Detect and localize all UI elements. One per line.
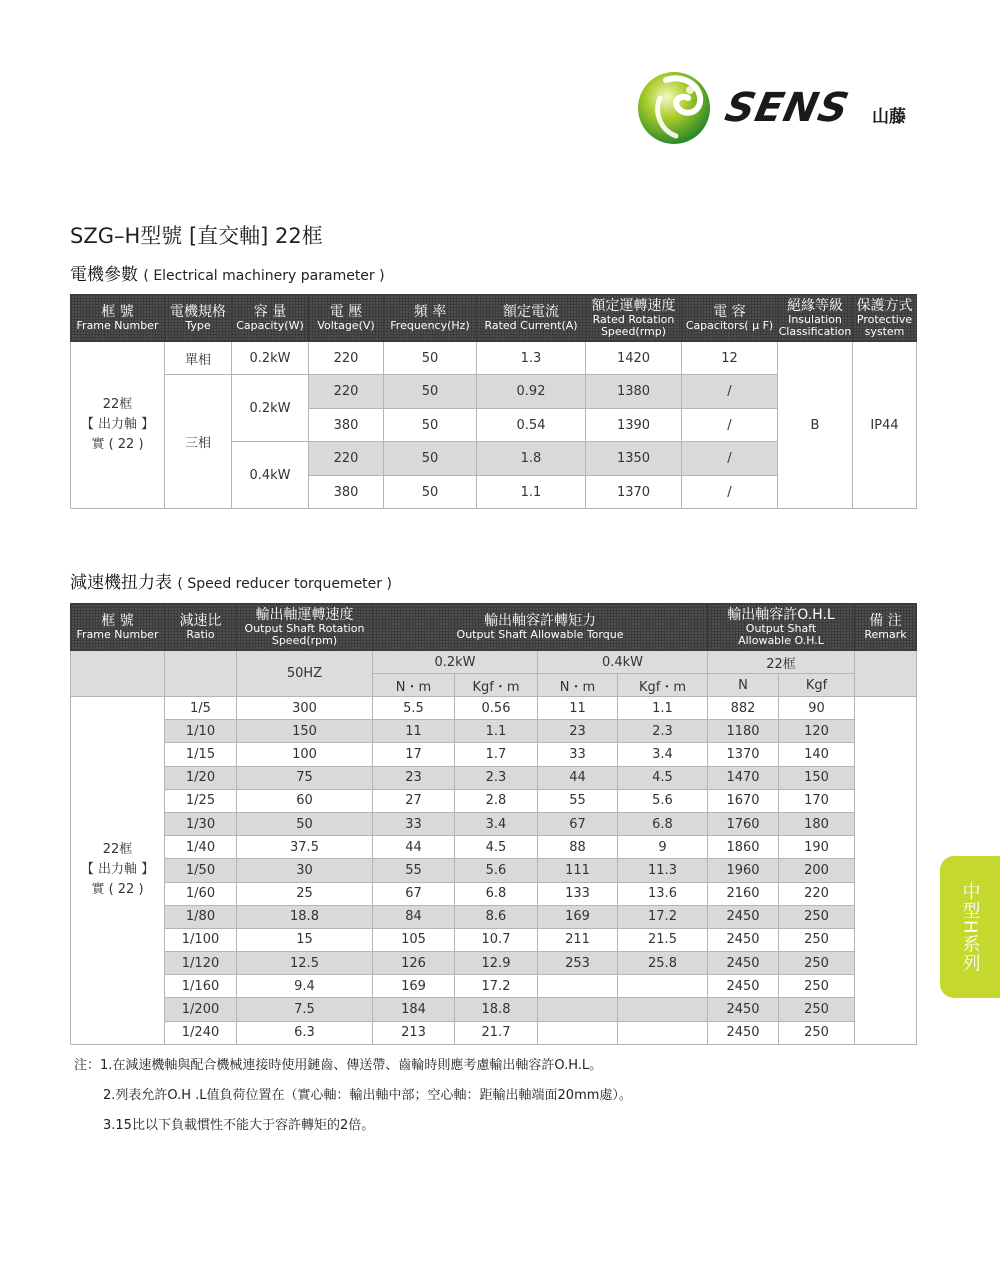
header-insulation: 絕緣等級 Insulation Classification <box>778 295 853 342</box>
table-row <box>71 766 917 789</box>
logo-globe-icon <box>636 68 716 148</box>
ohl-kgf-cell: 190 <box>779 836 855 859</box>
subheader-group-02kw: 0.2kW <box>373 651 538 674</box>
torque-04kw-kgfm: 2.3 <box>618 720 708 743</box>
current-cell: 0.92 <box>477 375 586 409</box>
ohl-kgf-cell: 140 <box>779 743 855 766</box>
torque-04kw-nm: 88 <box>538 836 618 859</box>
ohl-n-cell: 1370 <box>708 743 779 766</box>
header-voltage: 電 壓 Voltage(V) <box>309 295 384 342</box>
ohl-kgf-cell: 250 <box>779 998 855 1021</box>
note-1: 注：1.在減速機軸與配合機械連接時使用鏈齒、傳送帶、齒輪時則應考慮輸出軸容許O.H.L。 <box>74 1058 603 1073</box>
ohl-kgf-cell: 170 <box>779 789 855 812</box>
table-row <box>71 836 917 859</box>
torque-title-cn: 減速機扭力表 <box>70 573 172 593</box>
frequency-cell: 50 <box>384 476 477 509</box>
header-frame-number: 框 號 Frame Number <box>71 604 165 651</box>
ohl-n-cell: 1180 <box>708 720 779 743</box>
ratio-cell: 1/40 <box>165 836 237 859</box>
torque-04kw-nm: 44 <box>538 766 618 789</box>
motor-title-cn: 電機參數 <box>70 265 138 285</box>
torque-02kw-nm: 5.5 <box>373 697 455 720</box>
ohl-kgf-cell: 120 <box>779 720 855 743</box>
torque-04kw-nm <box>538 1021 618 1044</box>
ohl-n-cell: 2450 <box>708 975 779 998</box>
capacitor-cell: / <box>682 476 778 509</box>
ohl-kgf-cell: 220 <box>779 882 855 905</box>
ohl-n-cell: 2450 <box>708 952 779 975</box>
ohl-kgf-cell: 200 <box>779 859 855 882</box>
frequency-cell: 50 <box>384 409 477 442</box>
torque-02kw-kgfm: 12.9 <box>455 952 538 975</box>
ratio-cell: 1/120 <box>165 952 237 975</box>
speed-cell: 50 <box>237 812 373 835</box>
ohl-kgf-cell: 250 <box>779 928 855 951</box>
torque-section-title <box>70 568 392 593</box>
torque-04kw-kgfm: 9 <box>618 836 708 859</box>
header-protection: 保護方式 Protective system <box>853 295 917 342</box>
torque-04kw-nm: 11 <box>538 697 618 720</box>
header-type: 電機規格 Type <box>165 295 232 342</box>
torque-02kw-kgfm: 1.1 <box>455 720 538 743</box>
speed-cell: 1390 <box>586 409 682 442</box>
motor-parameter-table <box>70 294 917 509</box>
speed-cell: 25 <box>237 882 373 905</box>
frequency-cell: 50 <box>384 375 477 409</box>
torque-02kw-nm: 17 <box>373 743 455 766</box>
header-allowable-ohl: 輸出軸容許O.H.L Output Shaft Allowable O.H.L <box>708 604 855 651</box>
unit-nm: N・m <box>538 674 618 697</box>
torque-02kw-nm: 213 <box>373 1021 455 1044</box>
ohl-kgf-cell: 150 <box>779 766 855 789</box>
torque-02kw-kgfm: 3.4 <box>455 812 538 835</box>
speed-cell: 1420 <box>586 342 682 375</box>
speed-cell: 9.4 <box>237 975 373 998</box>
speed-cell: 1350 <box>586 442 682 476</box>
torque-02kw-nm: 105 <box>373 928 455 951</box>
torque-title-en: ( Speed reducer torquemeter ) <box>177 576 392 592</box>
capacity-three-a: 0.2kW <box>232 375 309 442</box>
table-row <box>71 882 917 905</box>
table-row <box>71 697 917 720</box>
torque-04kw-nm: 23 <box>538 720 618 743</box>
ohl-n-cell: 1760 <box>708 812 779 835</box>
capacitor-cell: 12 <box>682 342 778 375</box>
table-row <box>71 975 917 998</box>
ohl-kgf-cell: 250 <box>779 952 855 975</box>
torque-04kw-nm <box>538 998 618 1021</box>
header-capacitors: 電 容 Capacitors( μ F) <box>682 295 778 342</box>
frame-cell: 22框 【 出力軸 】 實 ( 22 ) <box>71 342 165 509</box>
subheader-blank <box>165 651 237 697</box>
series-side-tab-label: 中型H系列 <box>959 881 981 973</box>
table-row <box>71 952 917 975</box>
ohl-kgf-cell: 250 <box>779 975 855 998</box>
table-row <box>71 720 917 743</box>
torque-02kw-kgfm: 4.5 <box>455 836 538 859</box>
torque-02kw-nm: 126 <box>373 952 455 975</box>
subheader-frequency: 50HZ <box>237 651 373 697</box>
voltage-cell: 220 <box>309 342 384 375</box>
capacitor-cell: / <box>682 442 778 476</box>
speed-cell: 60 <box>237 789 373 812</box>
capacity-single: 0.2kW <box>232 342 309 375</box>
unit-n: N <box>708 674 779 697</box>
motor-section-title <box>70 260 385 285</box>
table-row <box>71 789 917 812</box>
ratio-cell: 1/200 <box>165 998 237 1021</box>
speed-cell: 75 <box>237 766 373 789</box>
torque-04kw-kgfm: 25.8 <box>618 952 708 975</box>
torque-02kw-kgfm: 2.8 <box>455 789 538 812</box>
table-row <box>71 928 917 951</box>
current-cell: 1.1 <box>477 476 586 509</box>
torque-04kw-kgfm: 21.5 <box>618 928 708 951</box>
torque-04kw-kgfm: 1.1 <box>618 697 708 720</box>
ratio-cell: 1/100 <box>165 928 237 951</box>
torque-02kw-kgfm: 5.6 <box>455 859 538 882</box>
speed-cell: 1380 <box>586 375 682 409</box>
ohl-n-cell: 1470 <box>708 766 779 789</box>
torque-04kw-nm: 67 <box>538 812 618 835</box>
torque-02kw-kgfm: 6.8 <box>455 882 538 905</box>
voltage-cell: 220 <box>309 442 384 476</box>
header-output-speed: 輸出軸運轉速度 Output Shaft Rotation Speed(rpm) <box>237 604 373 651</box>
torque-04kw-kgfm: 11.3 <box>618 859 708 882</box>
torque-04kw-kgfm: 5.6 <box>618 789 708 812</box>
speed-cell: 7.5 <box>237 998 373 1021</box>
torque-04kw-nm: 211 <box>538 928 618 951</box>
table-row <box>71 905 917 928</box>
motor-title-en: ( Electrical machinery parameter ) <box>143 268 385 284</box>
table-row <box>71 1021 917 1044</box>
header-frame-number: 框 號 Frame Number <box>71 295 165 342</box>
torque-04kw-kgfm: 17.2 <box>618 905 708 928</box>
type-three: 三相 <box>165 375 232 509</box>
current-cell: 1.3 <box>477 342 586 375</box>
frequency-cell: 50 <box>384 442 477 476</box>
capacitor-cell: / <box>682 375 778 409</box>
current-cell: 0.54 <box>477 409 586 442</box>
ratio-cell: 1/5 <box>165 697 237 720</box>
torque-02kw-kgfm: 17.2 <box>455 975 538 998</box>
frequency-cell: 50 <box>384 342 477 375</box>
capacity-three-b: 0.4kW <box>232 442 309 509</box>
torque-04kw-kgfm: 4.5 <box>618 766 708 789</box>
unit-kgf: Kgf <box>779 674 855 697</box>
unit-nm: N・m <box>373 674 455 697</box>
ohl-n-cell: 882 <box>708 697 779 720</box>
torque-02kw-nm: 169 <box>373 975 455 998</box>
voltage-cell: 220 <box>309 375 384 409</box>
header-capacity: 容 量 Capacity(W) <box>232 295 309 342</box>
ohl-kgf-cell: 180 <box>779 812 855 835</box>
type-single: 單相 <box>165 342 232 375</box>
ohl-n-cell: 1960 <box>708 859 779 882</box>
ratio-cell: 1/240 <box>165 1021 237 1044</box>
remark-cell <box>855 697 917 1045</box>
torque-04kw-kgfm <box>618 1021 708 1044</box>
ohl-kgf-cell: 250 <box>779 1021 855 1044</box>
ratio-cell: 1/50 <box>165 859 237 882</box>
header-ratio: 減速比 Ratio <box>165 604 237 651</box>
subheader-blank <box>71 651 165 697</box>
header-rated-current: 額定電流 Rated Current(A) <box>477 295 586 342</box>
voltage-cell: 380 <box>309 409 384 442</box>
torque-02kw-kgfm: 10.7 <box>455 928 538 951</box>
ratio-cell: 1/160 <box>165 975 237 998</box>
torque-04kw-nm: 33 <box>538 743 618 766</box>
logo-brand-text: SENS <box>721 85 854 131</box>
ratio-cell: 1/60 <box>165 882 237 905</box>
torque-02kw-nm: 184 <box>373 998 455 1021</box>
speed-cell: 30 <box>237 859 373 882</box>
insulation-cell: B <box>778 342 853 509</box>
frame-cell: 22框 【 出力軸 】 實 ( 22 ) <box>71 697 165 1045</box>
table-row <box>71 812 917 835</box>
unit-kgfm: Kgf・m <box>618 674 708 697</box>
torque-02kw-nm: 23 <box>373 766 455 789</box>
torque-04kw-kgfm <box>618 998 708 1021</box>
torque-02kw-kgfm: 18.8 <box>455 998 538 1021</box>
table-row <box>71 743 917 766</box>
torque-04kw-nm: 133 <box>538 882 618 905</box>
torque-02kw-nm: 11 <box>373 720 455 743</box>
ratio-cell: 1/20 <box>165 766 237 789</box>
speed-cell: 1370 <box>586 476 682 509</box>
header-rated-speed: 額定運轉速度 Rated Rotation Speed(rmp) <box>586 295 682 342</box>
torque-02kw-kgfm: 2.3 <box>455 766 538 789</box>
note-2: 2.列表允許O.H .L值負荷位置在（實心軸：輸出軸中部；空心軸：距輸出軸端面20mm處）。 <box>103 1088 632 1103</box>
subheader-group-ohl: 22框 <box>708 651 855 674</box>
torque-04kw-kgfm: 3.4 <box>618 743 708 766</box>
ohl-n-cell: 2450 <box>708 905 779 928</box>
series-side-tab <box>940 856 1000 998</box>
ratio-cell: 1/30 <box>165 812 237 835</box>
page-title: SZG–H型號 [直交軸] 22框 <box>70 224 323 248</box>
speed-cell: 12.5 <box>237 952 373 975</box>
voltage-cell: 380 <box>309 476 384 509</box>
notes <box>74 1056 632 1146</box>
torque-02kw-kgfm: 0.56 <box>455 697 538 720</box>
ratio-cell: 1/80 <box>165 905 237 928</box>
current-cell: 1.8 <box>477 442 586 476</box>
speed-cell: 100 <box>237 743 373 766</box>
table-row <box>71 998 917 1021</box>
torque-04kw-nm: 253 <box>538 952 618 975</box>
ohl-n-cell: 2450 <box>708 928 779 951</box>
torque-02kw-nm: 55 <box>373 859 455 882</box>
speed-cell: 15 <box>237 928 373 951</box>
ohl-n-cell: 1670 <box>708 789 779 812</box>
torque-04kw-kgfm <box>618 975 708 998</box>
torque-table <box>70 603 917 1045</box>
speed-cell: 300 <box>237 697 373 720</box>
torque-04kw-kgfm: 13.6 <box>618 882 708 905</box>
torque-02kw-nm: 27 <box>373 789 455 812</box>
ohl-n-cell: 1860 <box>708 836 779 859</box>
logo-brand-cn: 山藤 <box>872 107 906 127</box>
torque-04kw-nm <box>538 975 618 998</box>
torque-04kw-nm: 111 <box>538 859 618 882</box>
header-remark: 備 注 Remark <box>855 604 917 651</box>
ohl-n-cell: 2450 <box>708 998 779 1021</box>
ratio-cell: 1/25 <box>165 789 237 812</box>
speed-cell: 6.3 <box>237 1021 373 1044</box>
torque-02kw-kgfm: 8.6 <box>455 905 538 928</box>
unit-kgfm: Kgf・m <box>455 674 538 697</box>
torque-02kw-nm: 67 <box>373 882 455 905</box>
torque-04kw-nm: 169 <box>538 905 618 928</box>
torque-02kw-nm: 33 <box>373 812 455 835</box>
header-frequency: 頻 率 Frequency(Hz) <box>384 295 477 342</box>
speed-cell: 18.8 <box>237 905 373 928</box>
torque-02kw-kgfm: 21.7 <box>455 1021 538 1044</box>
ohl-n-cell: 2160 <box>708 882 779 905</box>
ratio-cell: 1/15 <box>165 743 237 766</box>
torque-04kw-nm: 55 <box>538 789 618 812</box>
header-allowable-torque: 輸出軸容許轉矩力 Output Shaft Allowable Torque <box>373 604 708 651</box>
ohl-kgf-cell: 90 <box>779 697 855 720</box>
torque-02kw-nm: 44 <box>373 836 455 859</box>
torque-02kw-nm: 84 <box>373 905 455 928</box>
table-row <box>71 342 917 375</box>
protection-cell: IP44 <box>853 342 917 509</box>
torque-02kw-kgfm: 1.7 <box>455 743 538 766</box>
table-row <box>71 859 917 882</box>
ohl-kgf-cell: 250 <box>779 905 855 928</box>
subheader-group-04kw: 0.4kW <box>538 651 708 674</box>
torque-04kw-kgfm: 6.8 <box>618 812 708 835</box>
subheader-blank <box>855 651 917 697</box>
note-3: 3.15比以下負載慣性不能大于容許轉矩的2倍。 <box>103 1118 375 1133</box>
speed-cell: 150 <box>237 720 373 743</box>
ohl-n-cell: 2450 <box>708 1021 779 1044</box>
ratio-cell: 1/10 <box>165 720 237 743</box>
brand-logo <box>636 68 926 148</box>
capacitor-cell: / <box>682 409 778 442</box>
speed-cell: 37.5 <box>237 836 373 859</box>
